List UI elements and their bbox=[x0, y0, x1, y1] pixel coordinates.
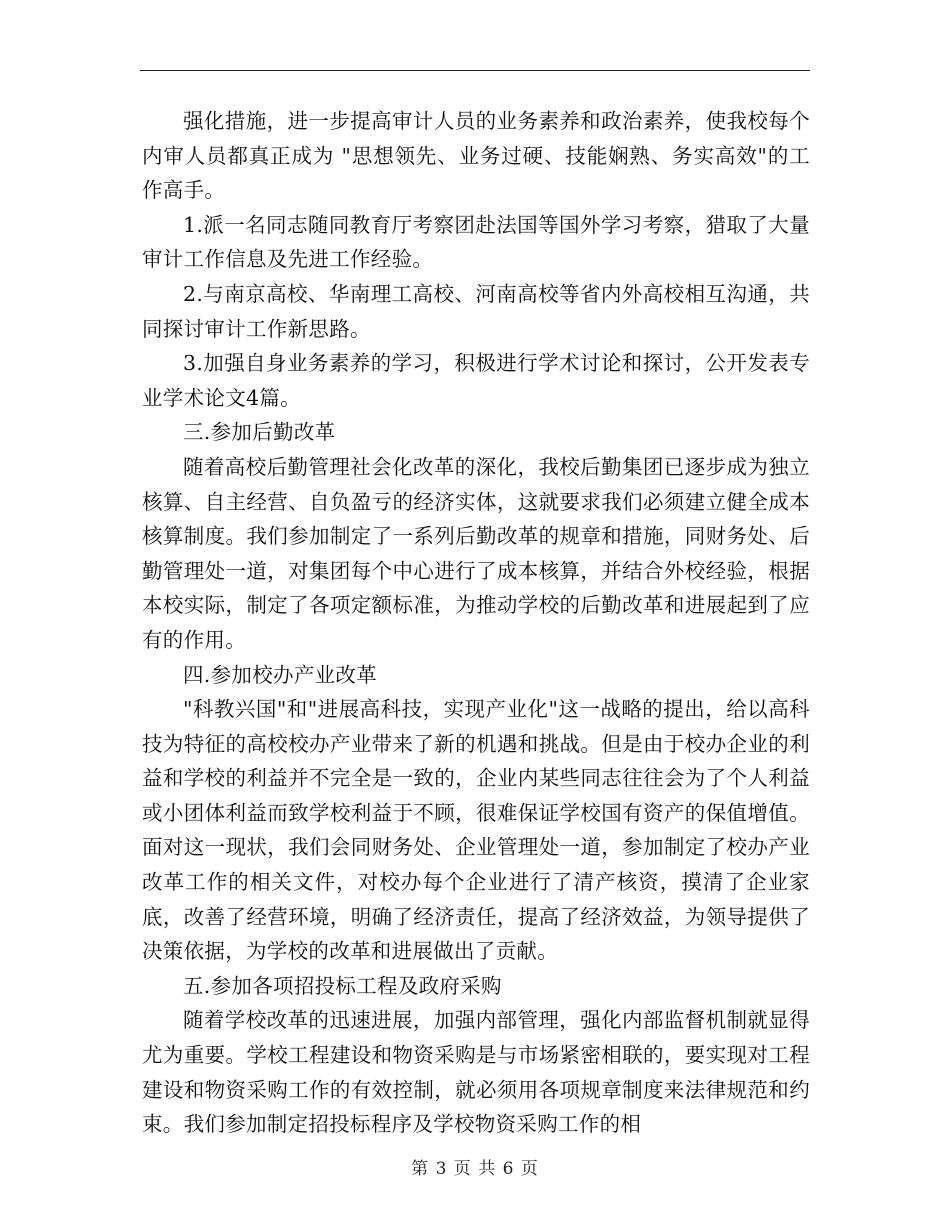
paragraph-intro: 强化措施，进一步提高审计人员的业务素养和政治素养，使我校每个内审人员都真正成为 "思想领先、业务过硬、技能娴熟、务实高效"的工作高手。 bbox=[142, 109, 810, 203]
list-item-1: 1.派一名同志随同教育厅考察团赴法国等国外学习考察，猎取了大量审计工作信息及先进工作经验。 bbox=[142, 212, 810, 272]
section-heading-5: 五.参加各项招投标工程及政府采购 bbox=[183, 973, 502, 998]
paragraph-industry: "科教兴国"和"进展高科技，实现产业化"这一战略的提出，给以高科技为特征的高校校办产业带来了新的机遇和挑战。但是由于校办企业的利益和学校的利益并不完全是一致的，企业内某些同志往往会为了个人利益或小团体利益而致学校利益于不顾，很难保证学校国有资产的保值增值。面对这一现状，我们会同财务处、企业管理处一道，参加制定了校办产业改革工作的相关文件，对校办每个企业进行了清产核资，摸清了企业家底，改善了经营环境，明确了经济责任，提高了经济效益，为领导提供了决策依据，为学校的改革和进展做出了贡献。 bbox=[142, 697, 810, 964]
section-heading-3: 三.参加后勤改革 bbox=[183, 420, 336, 445]
document-body bbox=[142, 104, 810, 1142]
list-item-2: 2.与南京高校、华南理工高校、河南高校等省内外高校相互沟通，共同探讨审计工作新思路。 bbox=[142, 281, 810, 341]
paragraph-logistics: 随着高校后勤管理社会化改革的深化，我校后勤集团已逐步成为独立核算、自主经营、自负盈亏的经济实体，这就要求我们必须建立健全成本核算制度。我们参加制定了一系列后勤改革的规章和措施，同财务处、后勤管理处一道，对集团每个中心进行了成本核算，并结合外校经验，根据本校实际，制定了各项定额标准，为推动学校的后勤改革和进展起到了应有的作用。 bbox=[142, 454, 810, 652]
paragraph-procurement: 随着学校改革的迅速进展，加强内部管理，强化内部监督机制就显得尤为重要。学校工程建设和物资采购是与市场紧密相联的，要实现对工程建设和物资采购工作的有效控制，就必须用各项规章制度来法律规范和约束。我们参加制定招投标程序及学校物资采购工作的相 bbox=[142, 1008, 810, 1137]
page-footer: 第 3 页 共 6 页 bbox=[411, 1159, 539, 1179]
header-rule bbox=[140, 70, 810, 71]
list-item-3: 3.加强自身业务素养的学习，积极进行学术讨论和探讨，公开发表专业学术论文4篇。 bbox=[142, 351, 810, 410]
section-heading-4: 四.参加校办产业改革 bbox=[183, 662, 378, 687]
